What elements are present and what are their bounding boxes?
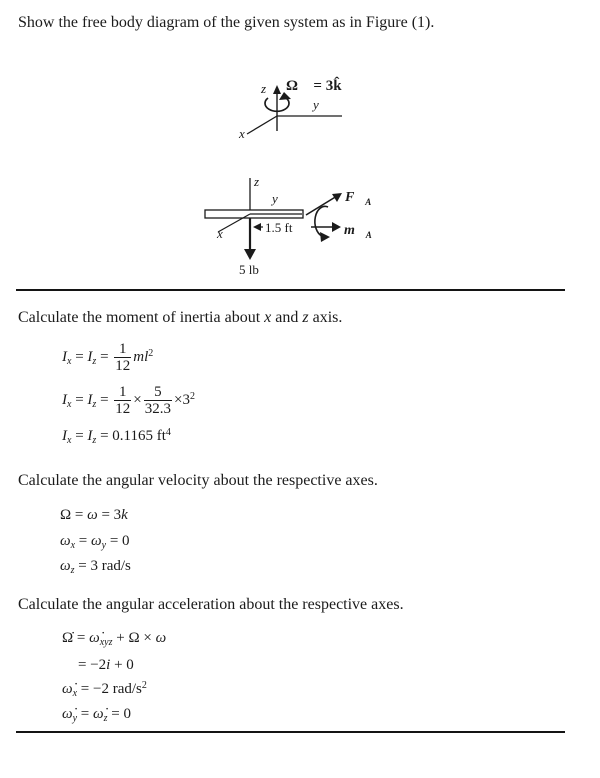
eq-token: + Ω × bbox=[112, 630, 156, 646]
eq-token: x bbox=[72, 688, 78, 699]
heading-var-z: z bbox=[302, 309, 309, 326]
eq-token: 12 bbox=[115, 401, 131, 417]
eq-token: = bbox=[96, 348, 113, 365]
fig2-weight-arrowhead-icon bbox=[244, 249, 256, 260]
eq-token: = bbox=[96, 391, 113, 408]
fig2-moment-rotation-arrow-icon bbox=[315, 206, 328, 236]
eq-token: ω bbox=[60, 558, 71, 574]
heading-text: and bbox=[271, 309, 303, 326]
eq-token: = 0 bbox=[107, 706, 131, 722]
fig2-moment-rotation-arrowhead-icon bbox=[320, 232, 330, 242]
equation-inertia-formula bbox=[62, 341, 600, 374]
eq-token: 32.3 bbox=[144, 401, 172, 417]
heading-angular-velocity: Calculate the angular velocity about the respective axes. bbox=[18, 472, 378, 489]
eq-token: 12 bbox=[115, 358, 131, 374]
eq-token: ml bbox=[133, 348, 149, 365]
eq-token: z bbox=[92, 435, 97, 446]
fig2-moment-arrowhead-icon bbox=[332, 222, 341, 232]
eq-token: = bbox=[71, 348, 88, 365]
eq-token: = bbox=[77, 706, 94, 722]
eq-token: = bbox=[71, 391, 88, 408]
equation-alpha-x bbox=[62, 679, 600, 699]
eq-token: k bbox=[121, 507, 128, 523]
fig1-y-axis-label: y bbox=[313, 97, 319, 112]
fig2-force-label-sub: A bbox=[365, 197, 372, 207]
fig2-weight-label: 5 lb bbox=[239, 262, 259, 277]
eq-token: + 0 bbox=[110, 657, 134, 673]
fig1-z-arrowhead-icon bbox=[273, 85, 281, 94]
eq-token: y bbox=[72, 713, 78, 724]
eq-token: x bbox=[67, 355, 72, 367]
eq-token: 1 bbox=[114, 384, 131, 401]
section-divider bbox=[16, 289, 565, 291]
fig2-bar-free-body-diagram bbox=[205, 174, 372, 277]
eq-token: I bbox=[87, 428, 93, 444]
eq-token: 4 bbox=[165, 427, 171, 438]
fraction bbox=[114, 384, 131, 417]
eq-token: Ω̇ = bbox=[62, 630, 90, 646]
fig1-x-axis-label: x bbox=[239, 126, 245, 141]
fig2-moment-label bbox=[344, 223, 372, 240]
fig2-dimension-label: 1.5 ft bbox=[265, 220, 293, 235]
eq-token: = −2 bbox=[78, 657, 107, 673]
eq-token: y bbox=[101, 540, 107, 551]
eq-token: 1 bbox=[114, 341, 131, 358]
eq-token: z bbox=[103, 713, 108, 724]
eq-token: ω bbox=[87, 507, 98, 523]
intro-statement: Show the free body diagram of the given system as in Figure (1). bbox=[18, 14, 435, 31]
eq-token: z bbox=[92, 398, 97, 410]
eq-token: ω̇ bbox=[93, 706, 104, 722]
fraction bbox=[144, 384, 172, 417]
eq-token: ω bbox=[91, 533, 102, 549]
section-divider bbox=[16, 731, 565, 733]
eq-token: I bbox=[87, 348, 93, 365]
eq-token: = 3 bbox=[97, 507, 122, 523]
fig2-x-axis-label: x bbox=[217, 226, 223, 241]
equation-alpha-value bbox=[78, 655, 600, 675]
equation-inertia-substitution bbox=[62, 384, 600, 417]
eq-token: x bbox=[70, 540, 76, 551]
eq-token: ω bbox=[60, 533, 71, 549]
figure-free-body-diagrams bbox=[0, 34, 600, 287]
eq-token: ω̇ bbox=[89, 630, 100, 646]
fig1-axes-diagram bbox=[238, 76, 342, 141]
eq-token: 2 bbox=[141, 680, 147, 691]
eq-token: = 0 bbox=[106, 533, 130, 549]
fig2-force-label-main: F⃗ bbox=[345, 190, 366, 205]
heading-moment-of-inertia bbox=[18, 307, 600, 329]
eq-token: I bbox=[62, 428, 67, 444]
eq-token: 5 bbox=[144, 384, 172, 401]
eq-token: 2 bbox=[189, 390, 195, 402]
equation-omega-z bbox=[60, 556, 600, 576]
fig2-force-label bbox=[344, 190, 371, 207]
fig1-x-axis-line bbox=[247, 116, 277, 134]
solution-page bbox=[0, 12, 600, 733]
eq-token: ×3 bbox=[174, 391, 190, 408]
eq-token: I bbox=[62, 391, 67, 408]
eq-token: i bbox=[106, 657, 111, 673]
free-body-diagram-svg bbox=[0, 34, 600, 287]
fraction bbox=[114, 341, 131, 374]
eq-token: ω bbox=[155, 630, 167, 646]
heading-var-x: x bbox=[264, 309, 272, 326]
eq-token: = −2 rad/s bbox=[77, 681, 142, 697]
eq-token: Ω = bbox=[60, 507, 88, 523]
eq-token: = 0.1165 ft bbox=[96, 428, 166, 444]
fig2-dimension-arrowhead-icon bbox=[253, 223, 261, 231]
fig2-moment-label-sub: A bbox=[365, 230, 372, 240]
fig1-z-axis-label: z bbox=[261, 81, 267, 96]
equation-omega-value bbox=[60, 505, 600, 525]
equation-inertia-result bbox=[62, 426, 600, 446]
fig2-moment-label-main: m⃗ bbox=[344, 223, 366, 238]
eq-token: = 3 rad/s bbox=[74, 558, 131, 574]
equation-alpha-formula bbox=[62, 628, 600, 648]
eq-token: z bbox=[92, 355, 97, 367]
fig1-omega-equation-label: Ω⃗ = 3k̂ bbox=[286, 78, 342, 94]
equation-omega-xy bbox=[60, 531, 600, 551]
equation-alpha-yz bbox=[62, 704, 600, 724]
eq-token: 2 bbox=[148, 347, 154, 359]
fig2-z-axis-label: z bbox=[254, 174, 260, 189]
eq-token: = bbox=[71, 428, 88, 444]
eq-token: ω̇ bbox=[62, 681, 73, 697]
fig2-force-arrow-line bbox=[306, 196, 337, 215]
eq-token: × bbox=[133, 391, 142, 408]
heading-text: axis. bbox=[308, 309, 343, 326]
eq-token: x bbox=[67, 398, 72, 410]
heading-angular-acceleration: Calculate the angular acceleration about the respective axes. bbox=[18, 596, 404, 613]
eq-token: xyz bbox=[99, 637, 113, 648]
eq-token: ω̇ bbox=[62, 706, 73, 722]
eq-token: z bbox=[70, 565, 75, 576]
eq-token: = bbox=[75, 533, 92, 549]
heading-text: Calculate the moment of inertia about bbox=[18, 309, 265, 326]
eq-token: x bbox=[67, 435, 72, 446]
eq-token: I bbox=[62, 348, 67, 365]
eq-token: I bbox=[87, 391, 93, 408]
fig2-y-axis-label: y bbox=[272, 191, 278, 206]
